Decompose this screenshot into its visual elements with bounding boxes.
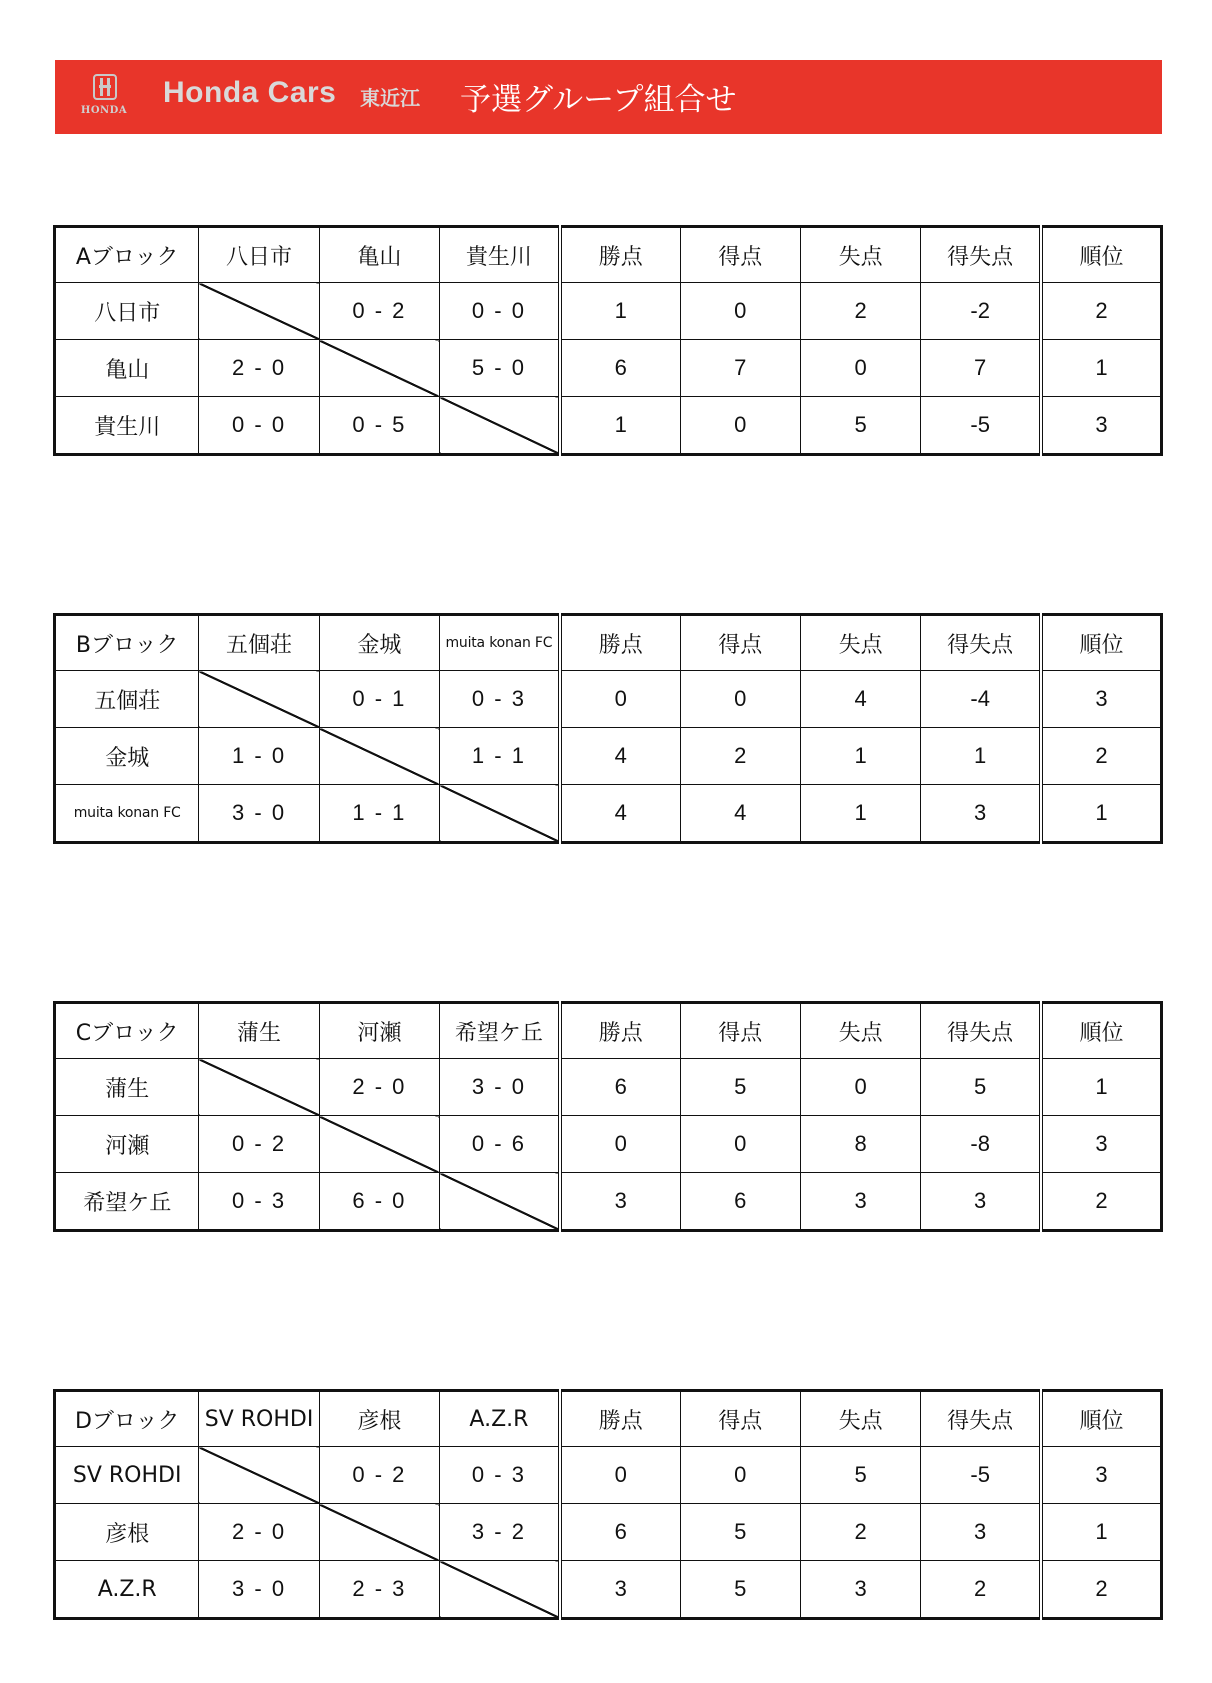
stat-value: 4	[800, 671, 920, 728]
match-score: 1 - 1	[440, 728, 560, 785]
match-score: 0 - 3	[199, 1173, 319, 1231]
team-row-name: 八日市	[55, 283, 199, 340]
logo-wordmark: HONDA	[80, 105, 128, 116]
match-score: 2 - 0	[199, 1504, 319, 1561]
stat-value: 2	[1041, 1173, 1161, 1231]
stat-value: 2	[921, 1561, 1041, 1619]
team-row-name: 彦根	[55, 1504, 199, 1561]
match-score: 3 - 2	[440, 1504, 560, 1561]
table-row	[55, 283, 1162, 340]
stat-value: -4	[921, 671, 1041, 728]
match-score: 0 - 2	[319, 1447, 439, 1504]
stat-value: 1	[560, 397, 680, 455]
table-row	[55, 728, 1162, 785]
stat-value: 1	[1041, 340, 1161, 397]
stat-column-header: 勝点	[560, 227, 680, 283]
stat-value: 0	[560, 671, 680, 728]
diagonal-empty-cell	[199, 671, 319, 728]
stat-value: 5	[680, 1059, 800, 1116]
stat-column-header: 勝点	[560, 1003, 680, 1059]
stat-value: 5	[921, 1059, 1041, 1116]
stat-column-header: 順位	[1041, 227, 1161, 283]
table-row	[55, 1561, 1162, 1619]
diagonal-empty-cell	[319, 340, 439, 397]
table-row	[55, 1173, 1162, 1231]
team-column-header: 八日市	[199, 227, 319, 283]
team-row-name: 亀山	[55, 340, 199, 397]
stat-column-header: 得点	[680, 1003, 800, 1059]
table-row	[55, 340, 1162, 397]
stat-value: 3	[1041, 1116, 1161, 1173]
stat-column-header: 得点	[680, 615, 800, 671]
stat-value: -8	[921, 1116, 1041, 1173]
stat-column-header: 失点	[800, 1003, 920, 1059]
team-column-header: 河瀬	[319, 1003, 439, 1059]
stat-value: 1	[1041, 785, 1161, 843]
team-row-name: SV ROHDI	[55, 1447, 199, 1504]
stat-column-header: 失点	[800, 1391, 920, 1447]
team-column-header: 五個荘	[199, 615, 319, 671]
stat-value: 6	[560, 1504, 680, 1561]
team-column-header: muita konan FC	[440, 615, 560, 671]
stat-value: 3	[560, 1561, 680, 1619]
title-banner	[55, 60, 1162, 134]
stat-value: 6	[560, 340, 680, 397]
brand-subname: 東近江	[360, 86, 420, 110]
match-score: 0 - 2	[199, 1116, 319, 1173]
stat-value: 1	[921, 728, 1041, 785]
stat-column-header: 得失点	[921, 1003, 1041, 1059]
stat-column-header: 順位	[1041, 615, 1161, 671]
table-row	[55, 671, 1162, 728]
block-name: Aブロック	[55, 227, 199, 283]
brand-name: Honda Cars	[163, 76, 337, 109]
stat-value: 7	[680, 340, 800, 397]
stat-value: 5	[800, 1447, 920, 1504]
stat-value: 0	[680, 397, 800, 455]
match-score: 0 - 3	[440, 671, 560, 728]
table-header-row	[55, 1391, 1162, 1447]
match-score: 2 - 0	[199, 340, 319, 397]
table-header-row	[55, 1003, 1162, 1059]
stat-value: -2	[921, 283, 1041, 340]
team-column-header: SV ROHDI	[199, 1391, 319, 1447]
stat-value: 1	[1041, 1059, 1161, 1116]
stat-value: 2	[800, 283, 920, 340]
diagonal-empty-cell	[319, 1504, 439, 1561]
stat-value: 0	[560, 1116, 680, 1173]
stat-column-header: 勝点	[560, 1391, 680, 1447]
stat-value: 2	[680, 728, 800, 785]
table-row	[55, 397, 1162, 455]
stat-value: 3	[560, 1173, 680, 1231]
diagonal-empty-cell	[440, 397, 560, 455]
stat-value: 1	[800, 728, 920, 785]
team-column-header: 亀山	[319, 227, 439, 283]
stat-value: 1	[1041, 1504, 1161, 1561]
stat-column-header: 失点	[800, 615, 920, 671]
diagonal-empty-cell	[199, 1447, 319, 1504]
table-row	[55, 785, 1162, 843]
table-row	[55, 1116, 1162, 1173]
stat-value: 3	[1041, 671, 1161, 728]
team-column-header: 金城	[319, 615, 439, 671]
stat-value: 2	[800, 1504, 920, 1561]
stat-value: 4	[560, 728, 680, 785]
stat-column-header: 得失点	[921, 1391, 1041, 1447]
stat-value: 0	[800, 1059, 920, 1116]
stat-value: 4	[680, 785, 800, 843]
table-row	[55, 1447, 1162, 1504]
stat-value: 0	[560, 1447, 680, 1504]
match-score: 6 - 0	[319, 1173, 439, 1231]
match-score: 3 - 0	[440, 1059, 560, 1116]
team-column-header: 彦根	[319, 1391, 439, 1447]
team-column-header: 希望ケ丘	[440, 1003, 560, 1059]
diagonal-empty-cell	[199, 1059, 319, 1116]
table-header-row	[55, 615, 1162, 671]
stat-value: 0	[680, 671, 800, 728]
team-row-name: A.Z.R	[55, 1561, 199, 1619]
block-name: Dブロック	[55, 1391, 199, 1447]
diagonal-empty-cell	[319, 1116, 439, 1173]
stat-value: 0	[800, 340, 920, 397]
stat-value: 1	[560, 283, 680, 340]
stat-value: 0	[680, 1447, 800, 1504]
match-score: 1 - 0	[199, 728, 319, 785]
table-row	[55, 1059, 1162, 1116]
match-score: 3 - 0	[199, 785, 319, 843]
team-row-name: 金城	[55, 728, 199, 785]
table-header-row	[55, 227, 1162, 283]
stat-column-header: 得点	[680, 1391, 800, 1447]
stat-value: 2	[1041, 728, 1161, 785]
stat-column-header: 失点	[800, 227, 920, 283]
diagonal-empty-cell	[319, 728, 439, 785]
match-score: 0 - 5	[319, 397, 439, 455]
stat-value: 2	[1041, 1561, 1161, 1619]
team-column-header: 蒲生	[199, 1003, 319, 1059]
group-table-3	[53, 1001, 1163, 1232]
team-column-header: 貴生川	[440, 227, 560, 283]
stat-value: 6	[560, 1059, 680, 1116]
match-score: 0 - 0	[440, 283, 560, 340]
group-table-2	[53, 613, 1163, 844]
stat-column-header: 得失点	[921, 227, 1041, 283]
match-score: 0 - 0	[199, 397, 319, 455]
diagonal-empty-cell	[440, 1173, 560, 1231]
team-row-name: 貴生川	[55, 397, 199, 455]
stat-column-header: 得失点	[921, 615, 1041, 671]
stat-column-header: 順位	[1041, 1003, 1161, 1059]
stat-column-header: 順位	[1041, 1391, 1161, 1447]
team-row-name: 蒲生	[55, 1059, 199, 1116]
stat-value: 4	[560, 785, 680, 843]
stat-value: 0	[680, 283, 800, 340]
stat-value: 3	[921, 1173, 1041, 1231]
group-table-4	[53, 1389, 1163, 1620]
diagonal-empty-cell	[440, 1561, 560, 1619]
table-row	[55, 1504, 1162, 1561]
stat-value: 3	[800, 1173, 920, 1231]
stat-value: 3	[1041, 1447, 1161, 1504]
stat-value: -5	[921, 397, 1041, 455]
stat-value: 6	[680, 1173, 800, 1231]
page-title: 予選グループ組合せ	[460, 82, 737, 118]
block-name: Cブロック	[55, 1003, 199, 1059]
match-score: 2 - 0	[319, 1059, 439, 1116]
stat-value: -5	[921, 1447, 1041, 1504]
block-name: Bブロック	[55, 615, 199, 671]
team-row-name: 河瀬	[55, 1116, 199, 1173]
stat-value: 3	[921, 1504, 1041, 1561]
stat-value: 3	[921, 785, 1041, 843]
diagonal-empty-cell	[199, 283, 319, 340]
team-row-name: 五個荘	[55, 671, 199, 728]
match-score: 0 - 1	[319, 671, 439, 728]
stat-value: 0	[680, 1116, 800, 1173]
stat-value: 5	[800, 397, 920, 455]
stat-value: 5	[680, 1504, 800, 1561]
team-column-header: A.Z.R	[440, 1391, 560, 1447]
stat-value: 2	[1041, 283, 1161, 340]
match-score: 5 - 0	[440, 340, 560, 397]
match-score: 1 - 1	[319, 785, 439, 843]
match-score: 0 - 2	[319, 283, 439, 340]
team-row-name: muita konan FC	[55, 785, 199, 843]
diagonal-empty-cell	[440, 785, 560, 843]
match-score: 0 - 3	[440, 1447, 560, 1504]
match-score: 3 - 0	[199, 1561, 319, 1619]
stat-value: 1	[800, 785, 920, 843]
stat-column-header: 得点	[680, 227, 800, 283]
match-score: 0 - 6	[440, 1116, 560, 1173]
stat-value: 8	[800, 1116, 920, 1173]
honda-logo	[67, 72, 141, 122]
stat-value: 3	[1041, 397, 1161, 455]
stat-value: 5	[680, 1561, 800, 1619]
stat-column-header: 勝点	[560, 615, 680, 671]
team-row-name: 希望ケ丘	[55, 1173, 199, 1231]
stat-value: 7	[921, 340, 1041, 397]
group-table-1	[53, 225, 1163, 456]
match-score: 2 - 3	[319, 1561, 439, 1619]
stat-value: 3	[800, 1561, 920, 1619]
